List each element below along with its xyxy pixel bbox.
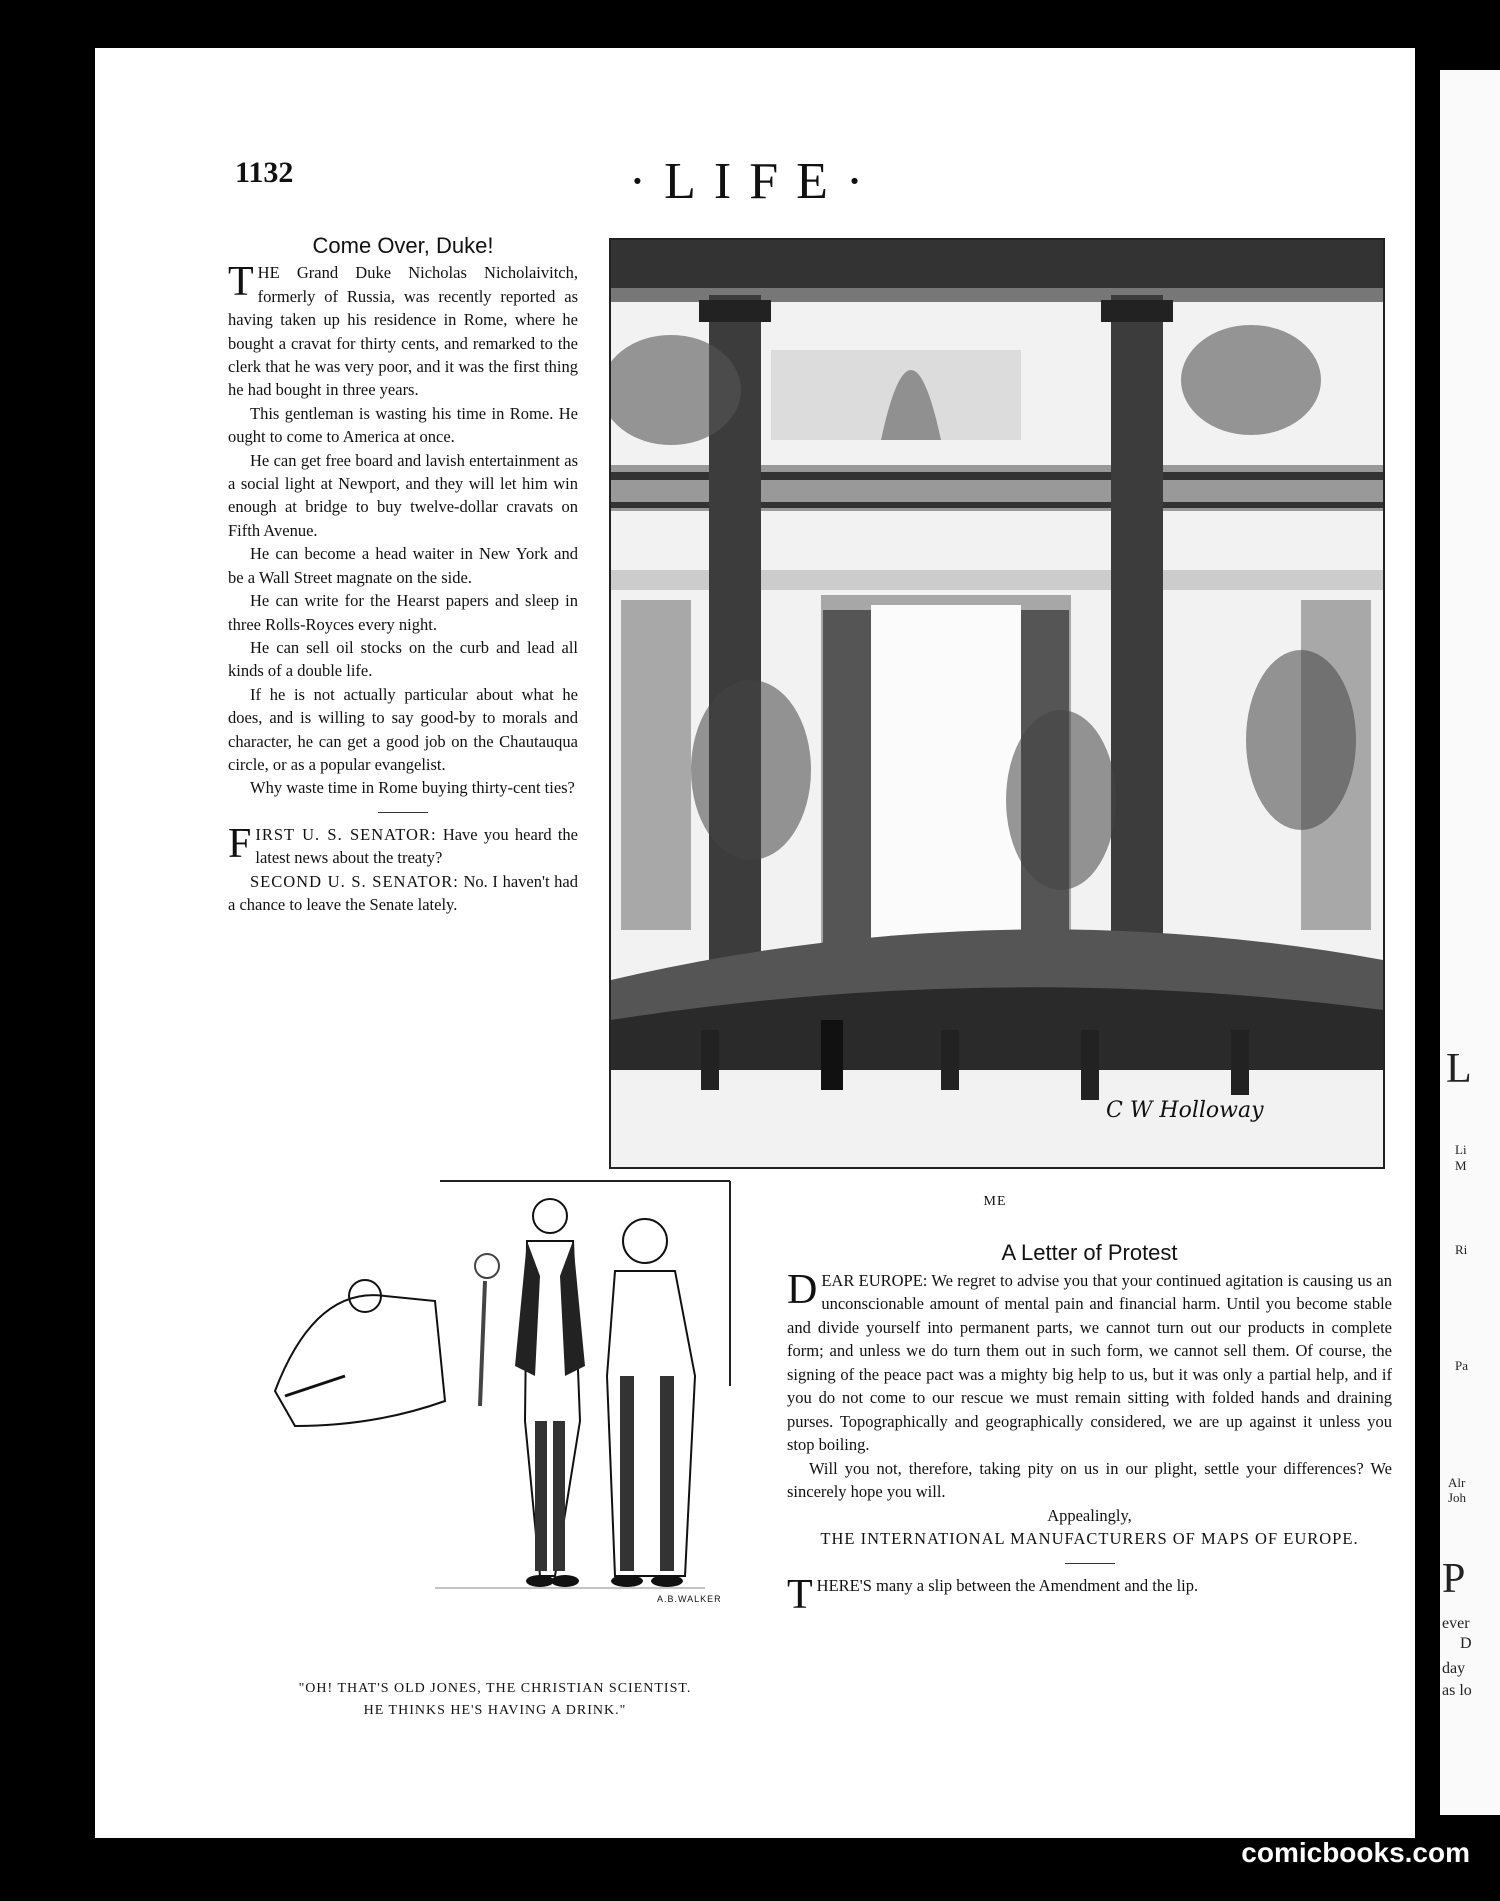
- page-number: 1132: [235, 156, 294, 189]
- ballroom-drawing: [611, 240, 1383, 1167]
- cartoon-caption-line: "OH! THAT'S OLD JONES, THE CHRISTIAN SCIENTIST.: [298, 1681, 692, 1696]
- speaker-label: IRST U. S. SENATOR:: [255, 824, 437, 844]
- page-fragment: ever: [1442, 1615, 1470, 1632]
- page-fragment: Ri: [1455, 1242, 1468, 1257]
- drop-cap: T: [787, 1571, 813, 1618]
- article-paragraph: He can write for the Hearst papers and sleep in three Rolls-Royces every night.: [228, 591, 578, 634]
- drop-cap: D: [787, 1266, 818, 1313]
- magazine-page: [95, 48, 1415, 1838]
- article-letter-of-protest: [787, 1240, 1392, 1618]
- artist-signature: C W Holloway: [1106, 1098, 1264, 1123]
- letter-signoff: THE INTERNATIONAL MANUFACTURERS OF MAPS OF EUROPE.: [820, 1529, 1359, 1548]
- page-fragment: Alr: [1448, 1475, 1466, 1490]
- ballroom-illustration: [609, 238, 1385, 1169]
- adjacent-page-edge: [1440, 70, 1500, 1815]
- article-paragraph: DEAR EUROPE: We regret to advise you that your continued agitation is causing us an unconscionable amount of mental pain and financial harm. Until you become stable and divide yourself into permanent parts, we cannot turn out our products in complete form; and unless we do turn them out in such form, we cannot sell them. Of course, the signing of the peace pact was a mighty big help to us, but it was only a partial help, and if you do not come to our rescue we must remain sitting with folded hands and draining purses. Topographically and geographically considered, we are up against it unless you stop boiling.: [787, 1266, 1392, 1454]
- section-divider: [378, 812, 428, 813]
- article-paragraph: If he is not actually particular about what he does, and is willing to say good-by to morals and character, he can get a good job on the Chautauqua circle, or as a popular evangelist.: [228, 684, 578, 774]
- speaker-label: SECOND U. S. SENATOR:: [250, 871, 459, 891]
- cartoonist-signature: A.B.WALKER: [657, 1594, 722, 1604]
- article-come-over-duke: [228, 234, 578, 916]
- drop-cap: F: [228, 820, 252, 867]
- watermark: comicbooks.com: [1241, 1837, 1470, 1868]
- page-fragment: day: [1442, 1660, 1466, 1677]
- section-divider: [1065, 1563, 1115, 1564]
- page-fragment: as lo: [1442, 1682, 1472, 1699]
- page-fragment: D: [1460, 1635, 1472, 1652]
- page-fragment: P: [1442, 1556, 1466, 1602]
- page-fragment: Li: [1455, 1142, 1467, 1157]
- page-fragment: L: [1446, 1046, 1472, 1092]
- cartoon-illustration: [255, 1176, 735, 1626]
- cartoon-drawing: [255, 1176, 735, 1626]
- article-paragraph: He can get free board and lavish entertainment as a social light at Newport, and they will let him win enough at bridge to buy twelve-dollar cravats on Fifth Avenue.: [228, 450, 578, 540]
- article-paragraph: This gentleman is wasting his time in Rome. He ought to come to America at once.: [228, 403, 578, 447]
- senators-dialogue-first: FIRST U. S. SENATOR: Have you heard the latest news about the treaty?: [228, 820, 578, 868]
- page-fragment: Pa: [1455, 1358, 1468, 1373]
- letter-salutation: Appealingly,: [1047, 1505, 1132, 1525]
- page-fragment: M: [1455, 1158, 1467, 1173]
- article-paragraph: THE Grand Duke Nicholas Nicholaivitch, formerly of Russia, was recently reported as having taken up his residence in Rome, where he bought a cravat for thirty cents, and remarked to the clerk that he was very poor, and it was the first thing he had bought in three years.: [228, 259, 578, 400]
- quip-paragraph: THERE'S many a slip between the Amendment and the lip.: [787, 1571, 1199, 1618]
- cartoon-caption: [245, 1678, 745, 1722]
- article-paragraph: Why waste time in Rome buying thirty-cent ties?: [250, 778, 575, 798]
- masthead-title: ·LIFE·: [628, 153, 882, 210]
- illustration-caption: ME: [983, 1194, 1007, 1209]
- article-paragraph: He can become a head waiter in New York and be a Wall Street magnate on the side.: [228, 544, 578, 587]
- article-title: Come Over, Duke!: [312, 233, 494, 258]
- page-fragment: Joh: [1448, 1490, 1467, 1505]
- article-title: A Letter of Protest: [1001, 1240, 1178, 1265]
- article-paragraph: He can sell oil stocks on the curb and lead all kinds of a double life.: [228, 637, 578, 681]
- drop-cap: T: [228, 259, 254, 306]
- senators-dialogue-second: SECOND U. S. SENATOR: No. I haven't had a chance to leave the Senate lately.: [228, 871, 578, 914]
- cartoon-caption-line: HE THINKS HE'S HAVING A DRINK.": [363, 1703, 627, 1718]
- article-paragraph: Will you not, therefore, taking pity on us in our plight, settle your differences? We sincerely hope you will.: [787, 1458, 1392, 1501]
